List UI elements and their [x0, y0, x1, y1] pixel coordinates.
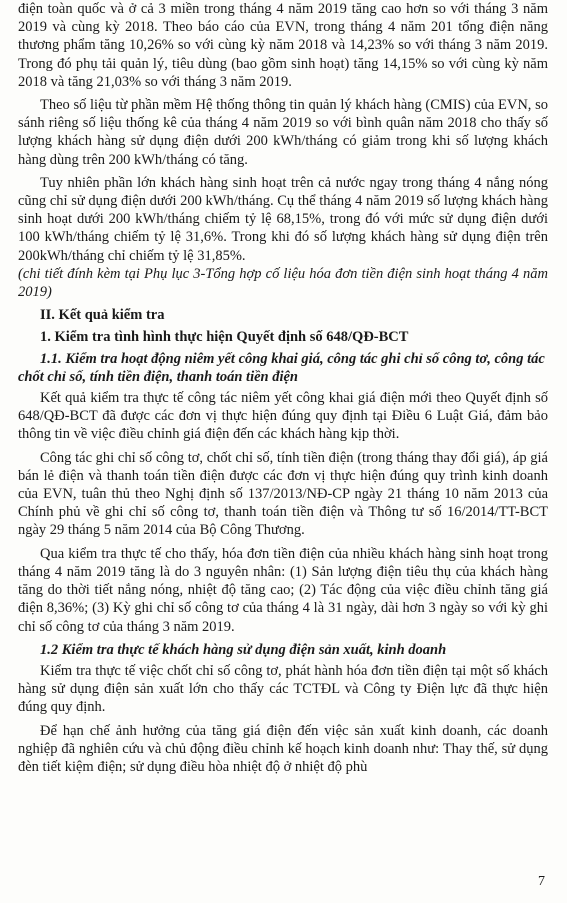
paragraph-electricity-growth: điện toàn quốc và ở cả 3 miền trong tháng 4 năm 2019 tăng cao hơn so với tháng 3 năm 2019 và cùng kỳ 2018. Theo báo cáo của EVN, trong tháng 4 năm 201 tổng điện năng thương phẩm tăng 10,26% so với cùng kỳ năm 2018 và 14,23% so với tháng 3 năm 2019. Trong đó phụ tải quản lý, tiêu dùng (bao gồm sinh hoạt) tăng 14,15% so với cùng kỳ năm 2018 và tăng 21,03% so với tháng 3 năm 2019. — [18, 1, 548, 90]
heading-results: II. Kết quả kiểm tra — [40, 307, 165, 324]
heading-section-1-1: 1.1. Kiểm tra hoạt động niêm yết công khai giá, công tác ghi chỉ số công tơ, công tác chốt chỉ số, tính tiền điện, thanh toán tiền điện — [18, 350, 545, 385]
paragraph-bill-causes: Qua kiểm tra thực tế cho thấy, hóa đơn tiền điện của nhiều khách hàng sinh hoạt trong tháng 4 năm 2019 tăng là do 3 nguyên nhân: (1) Sản lượng điện tiêu thụ của khách hàng tăng do thời tiết nắng nóng, nhiệt độ tăng cao; (2) Tác động của việc điều chỉnh tăng giá điện 8,36%; (3) Kỳ ghi chỉ số công tơ của tháng 4 là 31 ngày, dài hơn 3 ngày so với kỳ ghi chỉ số công tơ của tháng 3 năm 2019. — [18, 545, 548, 635]
document-page — [18, 0, 548, 781]
appendix-note: (chi tiết đính kèm tại Phụ lục 3-Tổng hợp cố liệu hóa đơn tiền điện sinh hoạt tháng 4 năm 2019) — [18, 265, 548, 301]
paragraph-price-posting: Kết quả kiểm tra thực tế công tác niêm yết công khai giá điện mới theo Quyết định số 648/QĐ-BCT đã được các đơn vị thực hiện đúng quy định tại Điều 6 Luật Giá, đảm bảo thông tin về việc điều chỉnh giá điện đến các khách hàng kịp thời. — [18, 390, 548, 443]
paragraph-household-usage: Tuy nhiên phần lớn khách hàng sinh hoạt trên cả nước ngay trong tháng 4 nắng nóng cũng chỉ sử dụng điện dưới 200 kWh/tháng. Cụ thể tháng 4 năm 2019 số lượng khách hàng sinh hoạt dưới 200 kWh/tháng chiếm tỷ lệ 68,15%, trong đó với mức sử dụng điện dưới 100 kWh/tháng chiếm tỷ lệ 31,6%. Trong khi đó số lượng khách hàng sử dụng điện trên 200kWh/tháng chỉ chiếm tỷ lệ 31,85%. — [18, 174, 548, 264]
heading-section-1-2: 1.2 Kiểm tra thực tế khách hàng sử dụng điện sản xuất, kinh doanh — [40, 641, 447, 658]
page-number: 7 — [538, 873, 545, 889]
heading-section-1: 1. Kiểm tra tình hình thực hiện Quyết định số 648/QĐ-BCT — [40, 329, 409, 346]
paragraph-cmis: Theo số liệu từ phần mềm Hệ thống thông tin quản lý khách hàng (CMIS) của EVN, so sánh riêng số liệu thống kê của tháng 4 năm 2019 so với bình quân năm 2018 cho thấy số lượng khách hàng sử dụng điện dưới 200 kWh/tháng có giảm trong khi số lượng khách hàng dùng trên 200 kWh/tháng có tăng. — [18, 97, 548, 168]
paragraph-production-check: Kiểm tra thực tế việc chốt chỉ số công tơ, phát hành hóa đơn tiền điện tại một số khách hàng sử dụng điện sản xuất lớn cho thấy các TCTĐL và Công ty Điện lực đã thực hiện đúng quy định. — [18, 662, 548, 716]
paragraph-business-measures: Để hạn chế ảnh hưởng của tăng giá điện đến việc sản xuất kinh doanh, các doanh nghiệp đã nghiên cứu và chủ động điều chỉnh kế hoạch kinh doanh như: Thay thế, sử dụng đèn tiết kiệm điện; sử dụng điều hòa nhiệt độ ở nhiệt độ phù — [18, 722, 548, 775]
paragraph-meter-reading: Công tác ghi chỉ số công tơ, chốt chỉ số, tính tiền điện (trong tháng thay đổi giá), áp giá bán lẻ điện và thanh toán tiền điện được các đơn vị thực hiện đúng quy trình kinh doanh của EVN, tuân thủ theo Nghị định số 137/2013/NĐ-CP ngày 21 tháng 10 năm 2013 của Chính phủ về ghi chỉ số công tơ, thanh toán tiền điện và Thông tư số 16/2014/TT-BCT ngày 29 tháng 5 năm 2014 của Bộ Công Thương. — [18, 449, 548, 539]
